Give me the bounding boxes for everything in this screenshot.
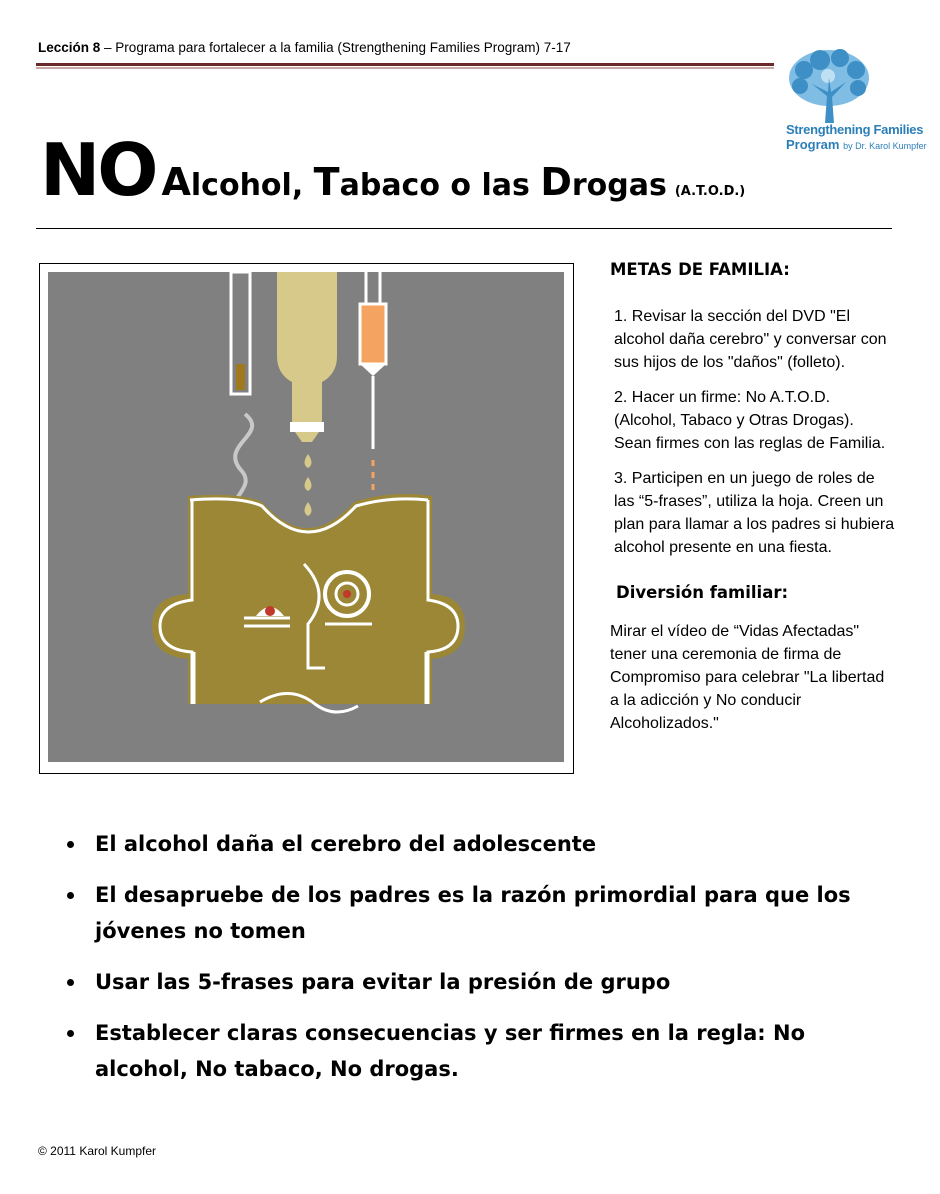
tree-logo-icon: [782, 48, 917, 123]
bullet-icon: [67, 1030, 74, 1037]
title-alcohol: lcohol,: [190, 168, 304, 203]
program-label: – Programa para fortalecer a la familia (Strengthening Families Program) 7-17: [104, 40, 571, 55]
list-item: [62, 877, 882, 949]
illustration-frame: [39, 263, 574, 774]
title-cap-d: D: [540, 160, 572, 204]
title-tabaco: abaco: [339, 168, 440, 203]
logo-program: Program: [786, 137, 840, 152]
bullet-text: Usar las 5-frases para evitar la presión de grupo: [95, 970, 671, 994]
header-rule: [36, 63, 774, 66]
lesson-label: Lección 8: [38, 40, 101, 55]
title-cap-a: A: [161, 160, 191, 204]
title-drogas: rogas: [571, 168, 667, 203]
goal-item-2: 2. Hacer un firme: No A.T.O.D. (Alcohol, Tabaco y Otras Drogas). Sean firmes con las reglas de Familia.: [614, 389, 886, 452]
bullet-icon: [67, 892, 74, 899]
bullet-text: El alcohol daña el cerebro del adolescente: [95, 832, 597, 856]
bullet-icon: [67, 979, 74, 986]
head-illustration: [40, 264, 573, 773]
bullet-icon: [67, 841, 74, 848]
goal-item-1: 1. Revisar la sección del DVD "El alcohol daña cerebro" y conversar con sus hijos de los "daños" (folleto).: [614, 308, 887, 371]
goal-item-3: 3. Participen en un juego de roles de las “5-frases”, utiliza la hoja. Creen un plan para llamar a los padres si hubiera alcohol presente en una fiesta.: [614, 470, 895, 556]
list-item: [62, 826, 882, 862]
title-rule: [36, 228, 892, 229]
logo-author: by Dr. Karol Kumpfer: [843, 141, 927, 151]
logo-title: Strengthening Families: [786, 122, 924, 137]
key-points-list: [62, 826, 882, 1102]
title-cap-t: T: [313, 160, 340, 204]
family-goals-panel: [610, 258, 895, 747]
page-title: [40, 128, 745, 212]
title-abbr: (A.T.O.D.): [674, 184, 746, 199]
title-no: NO: [40, 128, 156, 212]
drops-icon: [305, 454, 312, 516]
goals-heading: METAS DE FAMILIA:: [610, 260, 790, 279]
title-o: o: [450, 168, 472, 203]
list-item: [62, 1015, 882, 1087]
header-rule-light: [36, 67, 774, 69]
page-header: [38, 40, 571, 55]
bullet-text: El desapruebe de los padres es la razón primordial para que los jóvenes no tomen: [95, 883, 851, 943]
fun-heading: Diversión familiar:: [616, 583, 789, 602]
logo-subtitle: [786, 137, 927, 152]
copyright-footer: © 2011 Karol Kumpfer: [38, 1144, 157, 1158]
list-item: [62, 964, 882, 1000]
title-las: las: [481, 168, 530, 203]
bullet-text: Establecer claras consecuencias y ser firmes en la regla: No alcohol, No tabaco, No drogas.: [95, 1021, 805, 1081]
fun-text: Mirar el vídeo de “Vidas Afectadas" tener una ceremonia de firma de Compromiso para celebrar "La libertad a la adicción y No conducir Alcoholizados.": [610, 623, 885, 732]
